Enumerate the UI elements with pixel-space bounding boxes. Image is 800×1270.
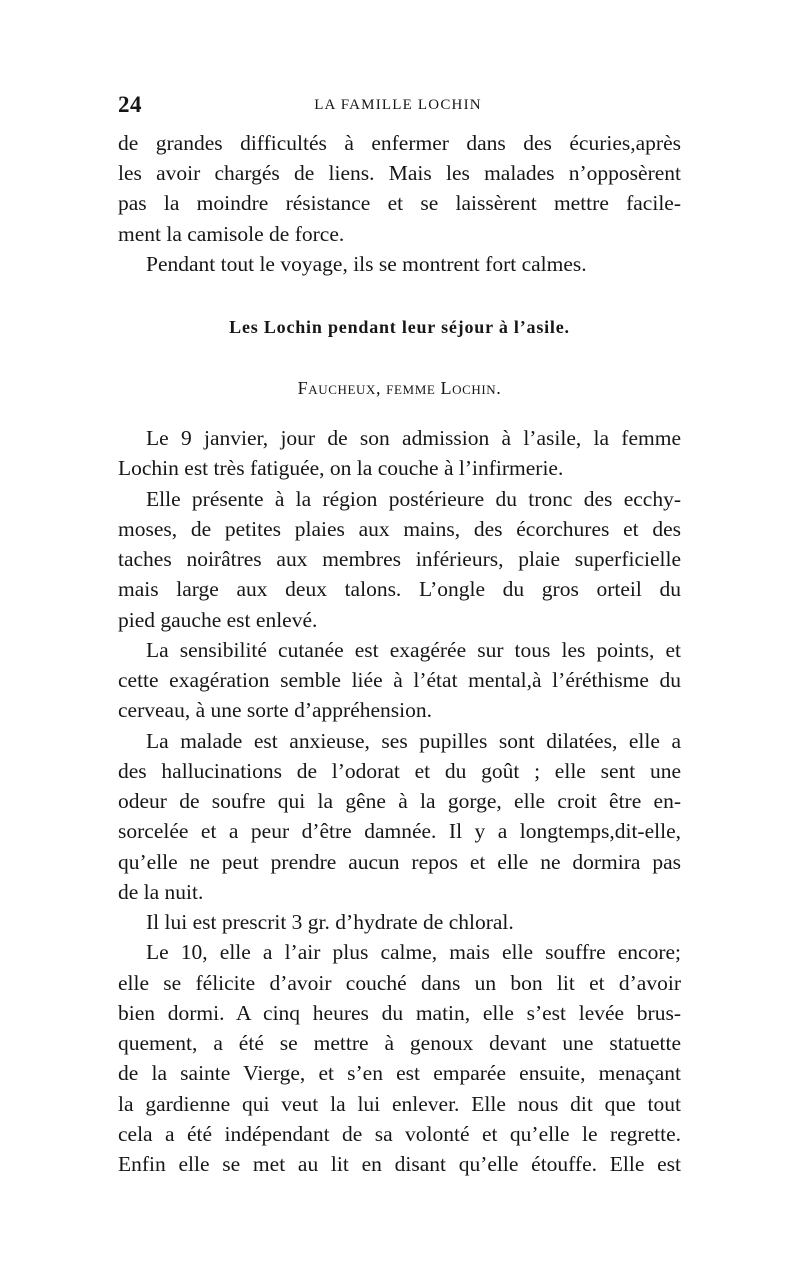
- page-number: 24: [118, 92, 142, 117]
- text-line: La malade est anxieuse, ses pupilles sont dilatées, elle a: [146, 728, 681, 753]
- text-line: de la sainte Vierge, et s’en est emparée ensuite, menaçant: [118, 1061, 681, 1086]
- text-line: sorcelée et a peur d’être damnée. Il y a longtemps,dit-elle,: [118, 819, 681, 844]
- body-text-main: [118, 423, 681, 1179]
- text-line: les avoir chargés de liens. Mais les malades n’opposèrent: [118, 161, 681, 186]
- running-header: [118, 92, 678, 116]
- text-line: Le 9 janvier, jour de son admission à l’asile, la femme: [146, 426, 681, 450]
- text-line: Elle présente à la région postérieure du tronc des ecchy-: [146, 486, 681, 511]
- text-line: taches noirâtres aux membres inférieurs, plaie superficielle: [118, 547, 681, 571]
- text-line: la gardienne qui veut la lui enlever. Elle nous dit que tout: [118, 1091, 681, 1116]
- text-line: ment la camisole de force.: [118, 221, 345, 246]
- running-title: LA FAMILLE LOCHIN: [314, 97, 482, 113]
- text-line: bien dormi. A cinq heures du matin, elle s’est levée brus-: [118, 1000, 681, 1025]
- text-line: cerveau, à une sorte d’appréhension.: [118, 698, 432, 723]
- subheading: Faucheux, femme Lochin.: [297, 378, 502, 398]
- section-heading: Les Lochin pendant leur séjour à l’asile.: [229, 317, 570, 337]
- body-text-top: [118, 128, 681, 279]
- text-line: des hallucinations de l’odorat et du goût ; elle sent une: [118, 758, 681, 783]
- text-line: de grandes difficultés à enfermer dans des écuries,après: [118, 131, 681, 155]
- text-line: de la nuit.: [118, 879, 204, 904]
- text-line: La sensibilité cutanée est exagérée sur tous les points, et: [146, 637, 681, 662]
- text-line: quement, a été se mettre à genoux devant une statuette: [118, 1031, 681, 1055]
- text-line: cette exagération semble liée à l’état mental,à l’éréthisme du: [118, 668, 681, 692]
- text-line: pied gauche est enlevé.: [118, 607, 318, 632]
- text-line: odeur de soufre qui la gêne à la gorge, elle croit être en-: [118, 789, 681, 813]
- text-line: Pendant tout le voyage, ils se montrent fort calmes.: [146, 251, 587, 276]
- text-line: cela a été indépendant de sa volonté et qu’elle le regrette.: [118, 1121, 681, 1146]
- text-line: mais large aux deux talons. L’ongle du gros orteil du: [118, 577, 681, 602]
- text-line: Il lui est prescrit 3 gr. d’hydrate de chloral.: [146, 910, 514, 934]
- text-line: moses, de petites plaies aux mains, des écorchures et des: [118, 516, 681, 541]
- text-line: elle se félicite d’avoir couché dans un bon lit et d’avoir: [118, 970, 681, 995]
- text-line: pas la moindre résistance et se laissèrent mettre facile-: [118, 191, 681, 216]
- text-line: Lochin est très fatiguée, on la couche à l’infirmerie.: [118, 456, 564, 481]
- text-line: Le 10, elle a l’air plus calme, mais elle souffre encore;: [146, 940, 681, 965]
- text-line: qu’elle ne peut prendre aucun repos et elle ne dormira pas: [118, 849, 681, 874]
- text-line: Enfin elle se met au lit en disant qu’elle étouffe. Elle est: [118, 1152, 681, 1176]
